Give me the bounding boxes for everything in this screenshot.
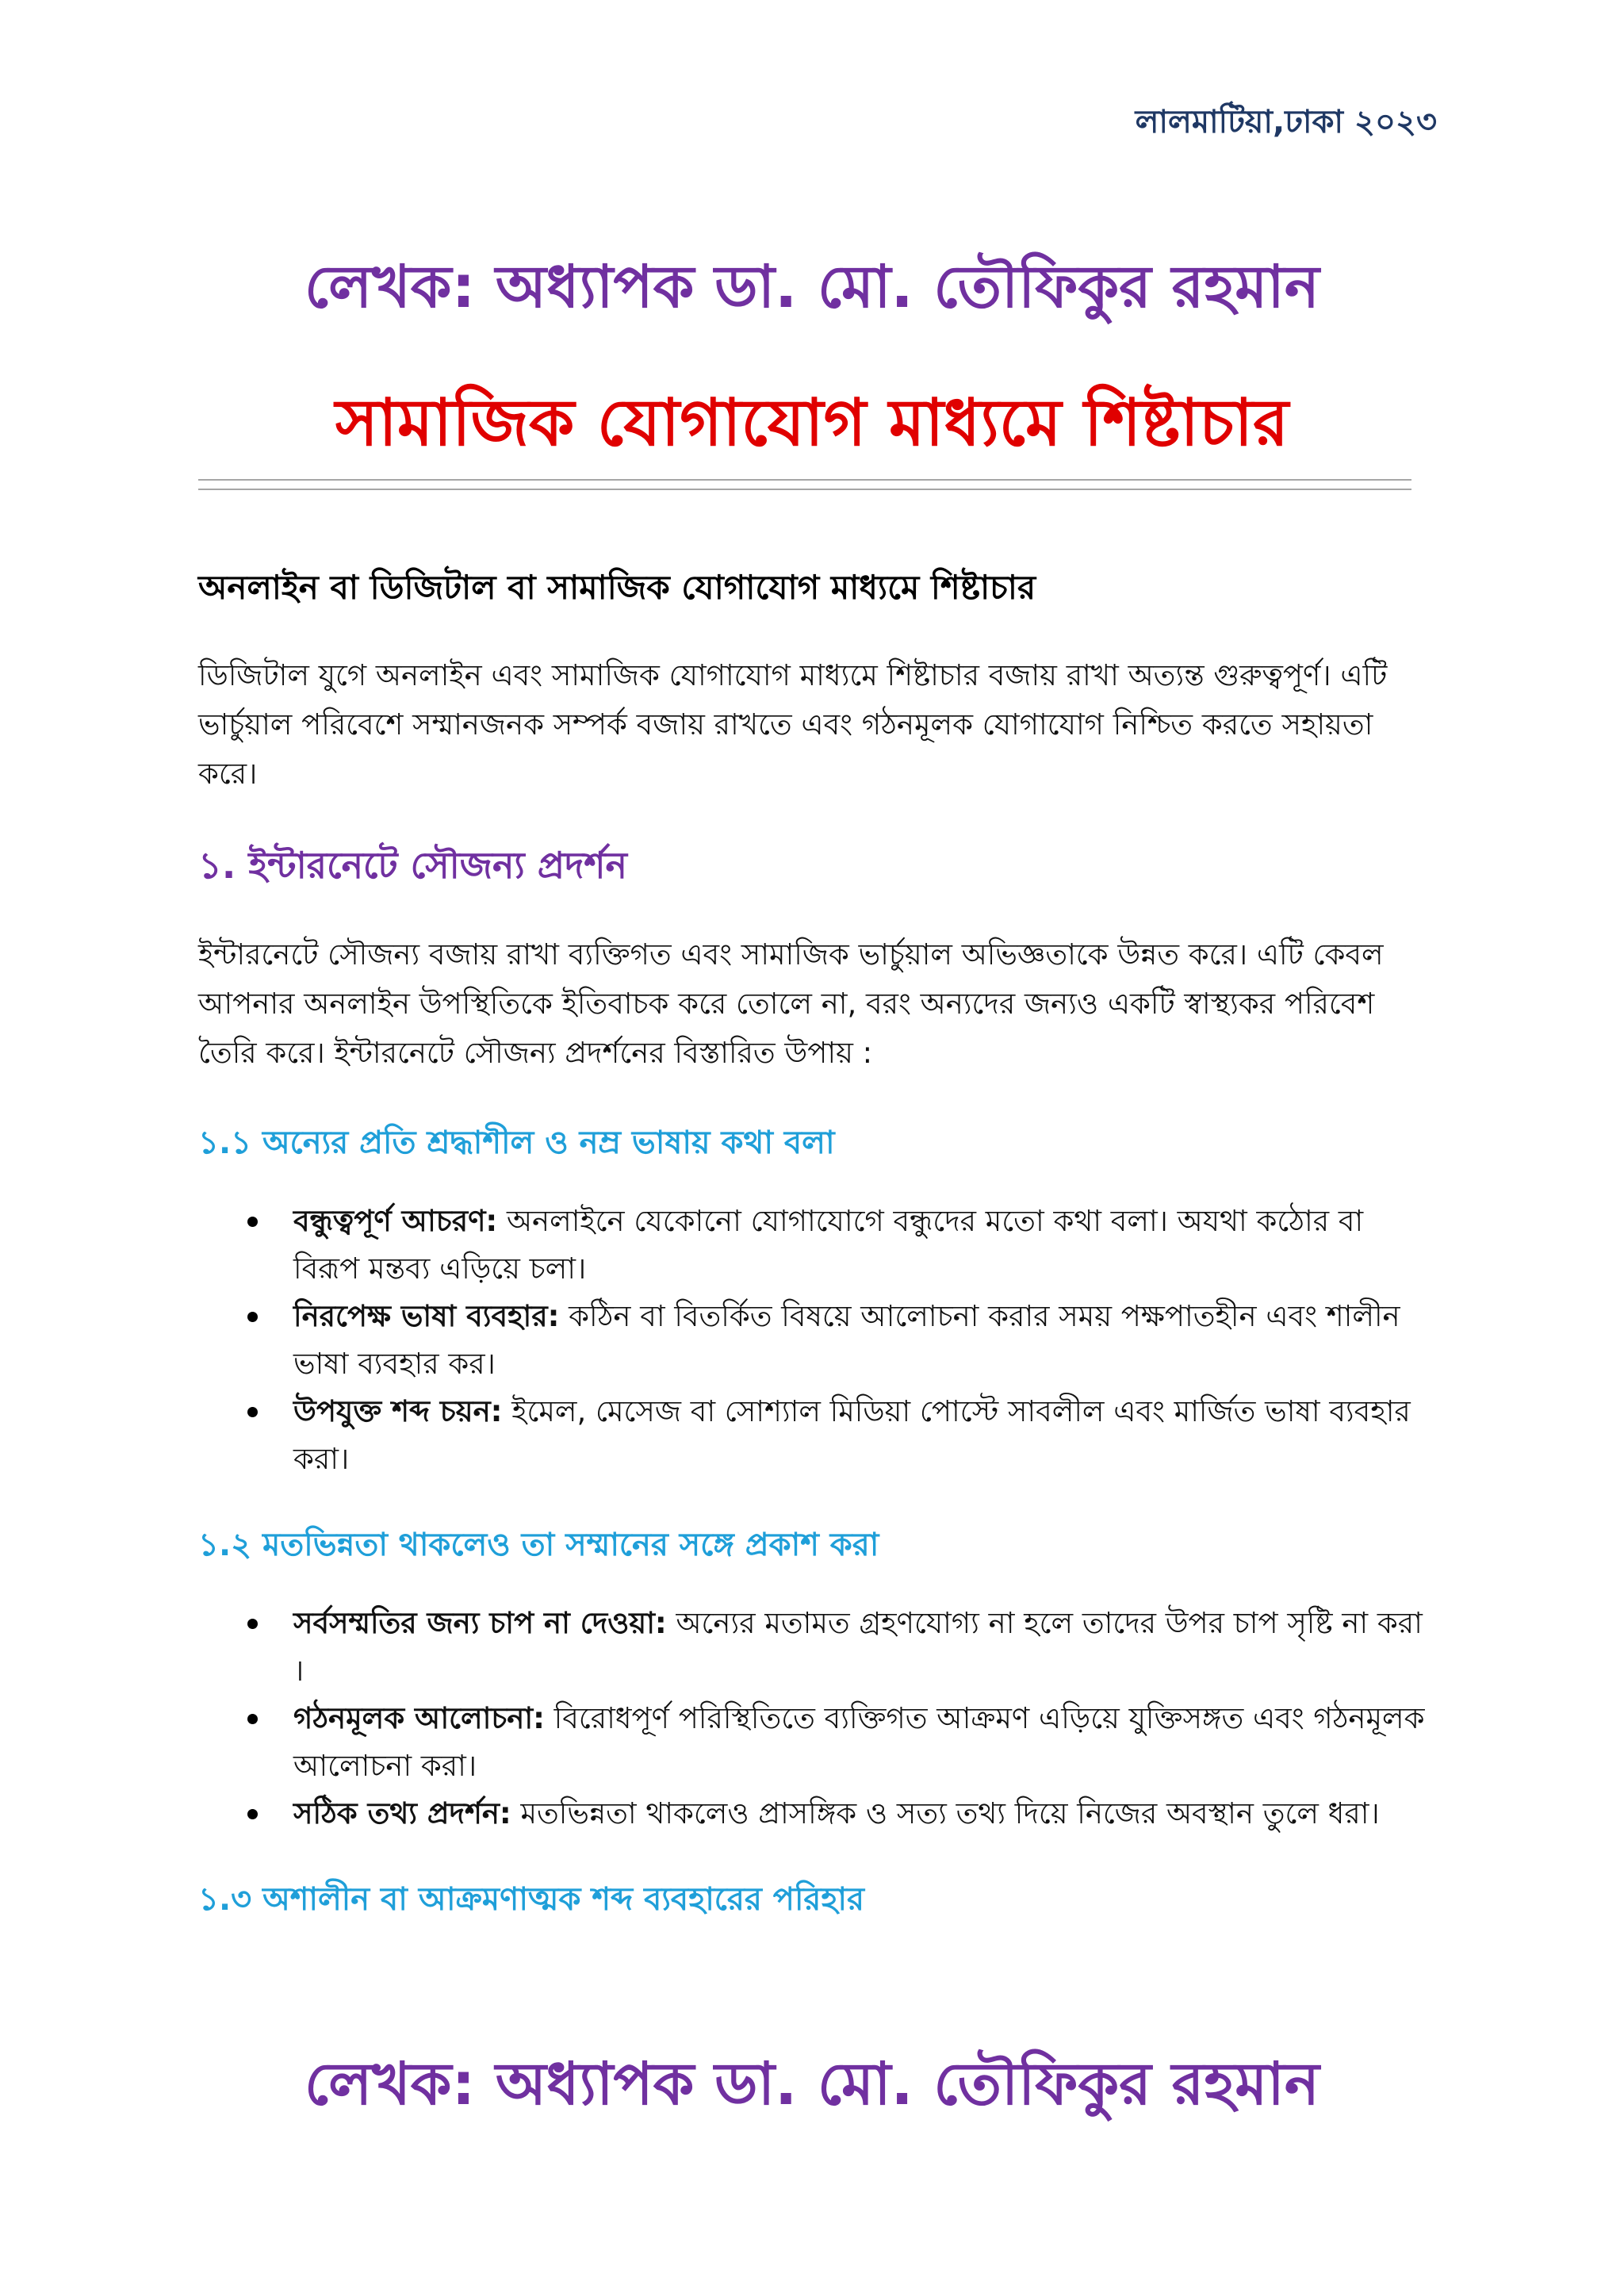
list-item xyxy=(293,1790,1435,1838)
page-title: সামাজিক যোগাযোগ মাধ্যমে শিষ্টাচার xyxy=(335,385,1289,461)
list-item-text: অন্যের মতামত গ্রহণযোগ্য না হলে তাদের উপর চাপ সৃষ্টি না করা । xyxy=(293,1606,1423,1688)
location-year: লালমাটিয়া,ঢাকা ২০২৩ xyxy=(1135,104,1437,140)
list-item-term: নিরপেক্ষ ভাষা ব্যবহার: xyxy=(293,1299,560,1333)
subsection-1-2-list xyxy=(198,1600,1435,1838)
list-item-text: মতভিন্নতা থাকলেও প্রাসঙ্গিক ও সত্য তথ্য দিয়ে নিজের অবস্থান তুলে ধরা। xyxy=(511,1796,1380,1830)
list-item-text: ইমেল, মেসেজ বা সোশ্যাল মিডিয়া পোস্টে সাবলীল এবং মার্জিত ভাষা ব্যবহার করা। xyxy=(293,1394,1411,1476)
article-body xyxy=(198,547,1435,1954)
bullet-icon xyxy=(247,1809,258,1819)
section-heading: অনলাইন বা ডিজিটাল বা সামাজিক যোগাযোগ মাধ্যমে শিষ্টাচার xyxy=(198,568,1036,607)
list-item xyxy=(293,1600,1435,1695)
list-item xyxy=(293,1198,1435,1293)
divider xyxy=(198,479,1411,490)
list-item xyxy=(293,1293,1435,1388)
subsection-1-2-heading: ১.২ মতভিন্নতা থাকলেও তা সম্মানের সঙ্গে প্রকাশ করা xyxy=(198,1527,879,1563)
list-item-term: সঠিক তথ্য প্রদর্শন: xyxy=(293,1796,511,1830)
bullet-icon xyxy=(247,1312,258,1322)
list-item xyxy=(293,1388,1435,1483)
bullet-icon xyxy=(247,1714,258,1724)
intro-paragraph: ডিজিটাল যুগে অনলাইন এবং সামাজিক যোগাযোগ মাধ্যমে শিষ্টাচার বজায় রাখা অত্যন্ত গুরুত্বপূর্ণ। এটি ভার্চুয়াল পরিবেশে সম্মানজনক সম্পর্ক বজায় রাখতে এবং গঠনমূলক যোগাযোগ নিশ্চিত করতে সহায়তা করে। xyxy=(198,658,1388,791)
list-item-term: সর্বসম্মতির জন্য চাপ না দেওয়া: xyxy=(293,1606,667,1640)
bullet-icon xyxy=(247,1407,258,1417)
section-1-paragraph: ইন্টারনেটে সৌজন্য বজায় রাখা ব্যক্তিগত এবং সামাজিক ভার্চুয়াল অভিজ্ঞতাকে উন্নত করে। এটি কেবল আপনার অনলাইন উপস্থিতিকে ইতিবাচক করে তোলে না, বরং অন্যদের জন্যও একটি স্বাস্থ্যকর পরিবেশ তৈরি করে। ইন্টারনেটে সৌজন্য প্রদর্শনের বিস্তারিত উপায় : xyxy=(198,937,1384,1070)
bullet-icon xyxy=(247,1619,258,1629)
subsection-1-1-heading: ১.১ অন্যের প্রতি শ্রদ্ধাশীল ও নম্র ভাষায় কথা বলা xyxy=(198,1125,835,1161)
list-item-text: বিরোধপূর্ণ পরিস্থিতিতে ব্যক্তিগত আক্রমণ এড়িয়ে যুক্তিসঙ্গত এবং গঠনমূলক আলোচনা করা। xyxy=(293,1701,1425,1783)
subsection-1-3-heading: ১.৩ অশালীন বা আক্রমণাত্মক শব্দ ব্যবহারের পরিহার xyxy=(198,1881,865,1918)
author-heading: লেখক: অধ্যাপক ডা. মো. তৌফিকুর রহমান xyxy=(304,253,1320,321)
list-item-term: গঠনমূলক আলোচনা: xyxy=(293,1701,545,1735)
list-item-text: অনলাইনে যেকোনো যোগাযোগে বন্ধুদের মতো কথা বলা। অযথা কঠোর বা বিরূপ মন্তব্য এড়িয়ে চলা। xyxy=(293,1204,1364,1286)
section-1-heading: ১. ইন্টারনেটে সৌজন্য প্রদর্শন xyxy=(198,844,627,887)
footer-author: লেখক: অধ্যাপক ডা. মো. তৌফিকুর রহমান xyxy=(304,2050,1320,2118)
list-item-text: কঠিন বা বিতর্কিত বিষয়ে আলোচনা করার সময় পক্ষপাতহীন এবং শালীন ভাষা ব্যবহার কর। xyxy=(293,1299,1400,1381)
list-item-term: বন্ধুত্বপূর্ণ আচরণ: xyxy=(293,1204,498,1238)
list-item xyxy=(293,1695,1435,1790)
bullet-icon xyxy=(247,1217,258,1227)
subsection-1-1-list xyxy=(198,1198,1435,1483)
list-item-term: উপযুক্ত শব্দ চয়ন: xyxy=(293,1394,503,1428)
